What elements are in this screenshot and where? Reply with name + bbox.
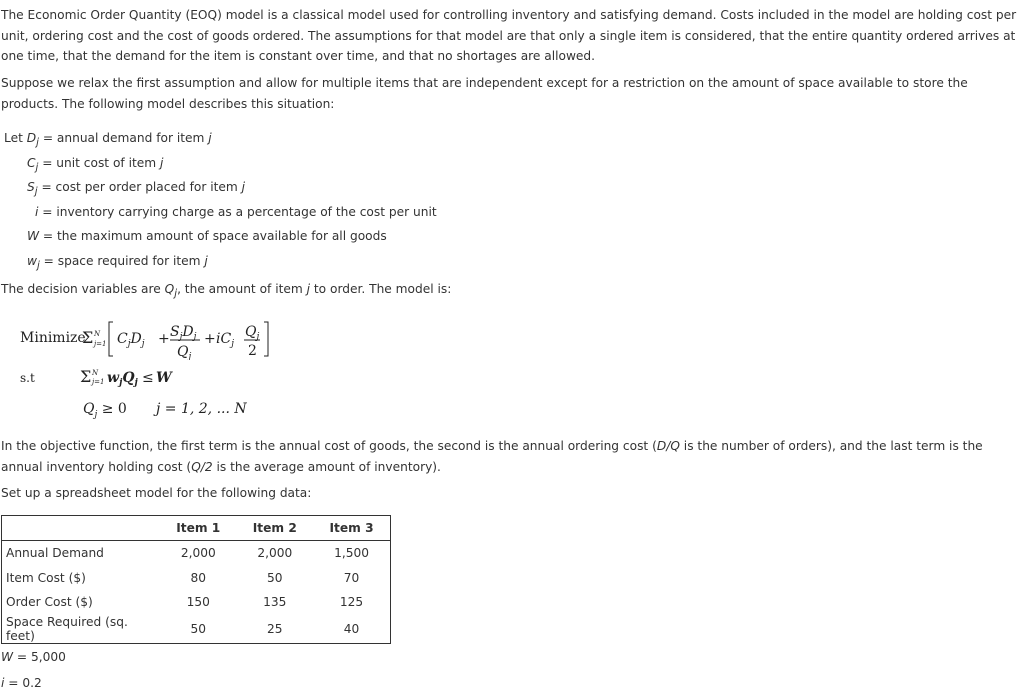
row-label: Item Cost ($) xyxy=(6,570,86,585)
relax-paragraph: Suppose we relax the first assumption and allow for multiple items that are independent except for a restriction on the amount of space available to store the products. The following model describes this situation: xyxy=(1,76,968,111)
objective-explanation: In the objective function, the first term is the annual cost of goods, the second is the annual ordering cost (D/Q is the number of orders), and the last term is the annual inventory holding cost (Q/2 is the average amount of inventory). xyxy=(1,439,983,474)
svg-text:wjQj: $w_jQ_j$ xyxy=(107,370,138,388)
svg-text:Qj: $Q_j$ xyxy=(177,344,192,360)
definition-w: $w_j$ = space required for item j xyxy=(27,254,208,272)
svg-text:+: + xyxy=(158,331,170,347)
svg-text:Σ: Σ xyxy=(80,367,92,386)
svg-text:W: W xyxy=(156,370,172,386)
table-row xyxy=(2,541,391,566)
table-header-row xyxy=(2,516,391,541)
index-range: j = 1, 2, ... N xyxy=(156,401,247,417)
svg-text:+: + xyxy=(204,331,216,347)
minimize-label: Minimize xyxy=(20,330,86,346)
i-value: i = 0.2 xyxy=(1,676,42,690)
definition-W: W = the maximum amount of space available for all goods xyxy=(27,229,387,243)
svg-text:N: N xyxy=(92,369,99,377)
svg-text:Σ: Σ xyxy=(82,328,94,347)
svg-text:Qj: $Q_j$ xyxy=(245,324,260,342)
svg-text:iCj: $iC_j$ xyxy=(216,331,234,349)
st-label: s.t xyxy=(20,371,35,385)
table-header-cell: Item 3 xyxy=(329,521,374,535)
nonnegativity-constraint: $Q_j \ge 0$ xyxy=(83,401,127,420)
table-cell: 1,500 xyxy=(334,546,369,561)
row-label: Annual Demand xyxy=(6,546,104,561)
table-cell: 135 xyxy=(263,595,287,610)
table-cell: 150 xyxy=(186,595,210,610)
setup-line: Set up a spreadsheet model for the following data: xyxy=(1,486,312,500)
svg-text:j=1: j=1 xyxy=(94,340,107,348)
definition-C: $C_j$ = unit cost of item j xyxy=(27,156,164,174)
optimization-model xyxy=(0,300,400,430)
constraint-formula xyxy=(80,364,200,388)
table-header-cell: Item 2 xyxy=(252,521,297,535)
table-cell: 50 xyxy=(267,570,283,585)
table-cell: 40 xyxy=(343,621,360,636)
table-header-cell xyxy=(2,516,161,541)
svg-text:≤: ≤ xyxy=(142,370,154,386)
table-cell: 50 xyxy=(190,621,207,636)
data-table xyxy=(1,515,391,644)
table-cell: 2,000 xyxy=(180,546,216,561)
table-cell: 25 xyxy=(267,621,283,636)
table-row xyxy=(2,615,391,644)
definition-S: $S_j = \cos t$ per order placed for item j xyxy=(27,180,246,198)
table-cell: 80 xyxy=(190,570,207,585)
table-row xyxy=(2,566,391,591)
definition-i: i = inventory carrying charge as a percentage of the cost per unit xyxy=(35,205,437,219)
table-row xyxy=(2,590,391,615)
svg-text:SjDj: $S_jD_j$ xyxy=(170,324,197,342)
table-cell: 2,000 xyxy=(257,546,293,561)
W-value: W = 5,000 xyxy=(1,650,66,664)
definition-D: Let $D_j$ = annual demand for item j xyxy=(4,131,212,149)
objective-formula xyxy=(82,316,282,360)
table-header-cell: Item 1 xyxy=(176,521,221,535)
svg-text:N: N xyxy=(94,330,101,338)
row-label: Order Cost ($) xyxy=(6,595,93,610)
svg-text:CjDj: $C_jD_j$ xyxy=(117,331,145,349)
intro-paragraph: The Economic Order Quantity (EOQ) model is a classical model used for controlling inventory and satisfying demand. Costs included in the model are holding cost per unit, ordering cost and the cost of goods ordered. The assumptions for that model are that only a single item is considered, that the entire quantity ordered arrives at one time, that the demand for the item is constant over time, and that no shortages are allowed. xyxy=(1,8,1017,63)
decision-variables-line: The decision variables are $Q_j$, the amount of item j to order. The model is: xyxy=(1,282,452,300)
table-cell: 70 xyxy=(343,570,360,585)
table-cell: 125 xyxy=(339,595,364,610)
row-label: Space Required (sq. feet) xyxy=(6,614,128,643)
svg-text:j=1: j=1 xyxy=(92,378,105,386)
svg-text:2: 2 xyxy=(248,343,257,359)
